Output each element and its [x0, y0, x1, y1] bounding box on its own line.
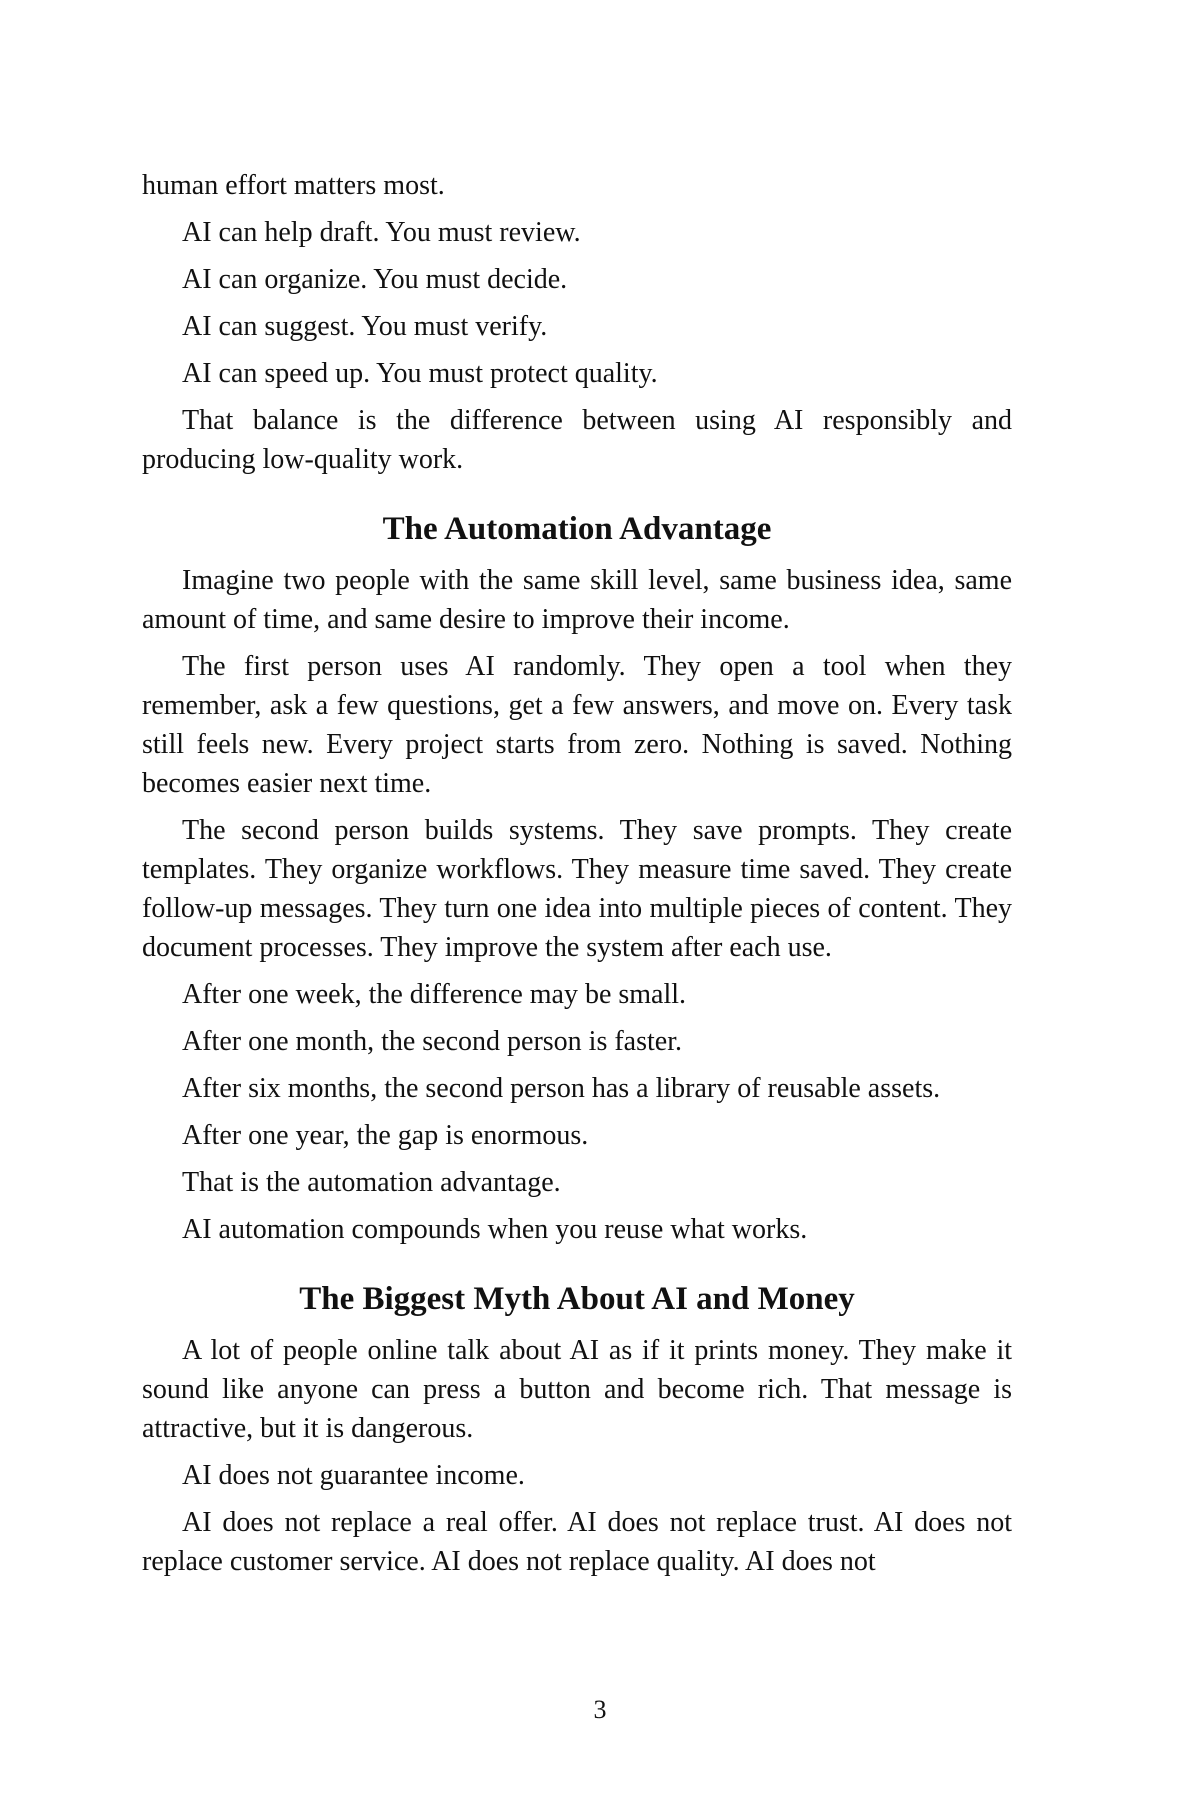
book-page-body — [142, 166, 1012, 1589]
paragraph-one-week: After one week, the difference may be small. — [182, 979, 687, 1010]
paragraph-one-year: After one year, the gap is enormous. — [182, 1120, 589, 1151]
paragraph-no-guarantee: AI does not guarantee income. — [182, 1460, 525, 1491]
paragraph-compounds: AI automation compounds when you reuse what works. — [182, 1214, 808, 1245]
page-number: 3 — [593, 1695, 607, 1724]
paragraph-six-months: After six months, the second person has a library of reusable assets. — [182, 1073, 941, 1104]
section-heading-automation-advantage: The Automation Advantage — [382, 511, 772, 547]
paragraph-first-person: The first person uses AI randomly. They open a tool when they remember, ask a few questions, get a few answers, and move on. Every task still feels new. Every project starts from zero. Nothing is saved. Nothing becomes easier next time. — [142, 651, 1012, 799]
paragraph-draft-review: AI can help draft. You must review. — [182, 217, 581, 248]
paragraph-does-not-replace: AI does not replace a real offer. AI does not replace trust. AI does not replace customer service. AI does not replace quality. AI does not — [142, 1507, 1012, 1577]
paragraph-prints-money: A lot of people online talk about AI as if it prints money. They make it sound like anyone can press a button and become rich. That message is attractive, but it is dangerous. — [142, 1335, 1012, 1444]
paragraph-two-people: Imagine two people with the same skill level, same business idea, same amount of time, and same desire to improve their income. — [142, 565, 1012, 635]
paragraph-suggest-verify: AI can suggest. You must verify. — [182, 311, 548, 342]
paragraph-second-person: The second person builds systems. They save prompts. They create templates. They organize workflows. They measure time saved. They create follow-up messages. They turn one idea into multiple pieces of content. They document processes. They improve the system after each use. — [142, 815, 1012, 963]
paragraph-continuation: human effort matters most. — [142, 170, 445, 201]
paragraph-automation-advantage: That is the automation advantage. — [182, 1167, 561, 1198]
paragraph-one-month: After one month, the second person is faster. — [182, 1026, 682, 1057]
paragraph-organize-decide: AI can organize. You must decide. — [182, 264, 568, 295]
section-heading-biggest-myth: The Biggest Myth About AI and Money — [299, 1281, 855, 1317]
paragraph-speed-quality: AI can speed up. You must protect quality. — [182, 358, 658, 389]
paragraph-balance: That balance is the difference between using AI responsibly and producing low-quality work. — [142, 405, 1012, 475]
